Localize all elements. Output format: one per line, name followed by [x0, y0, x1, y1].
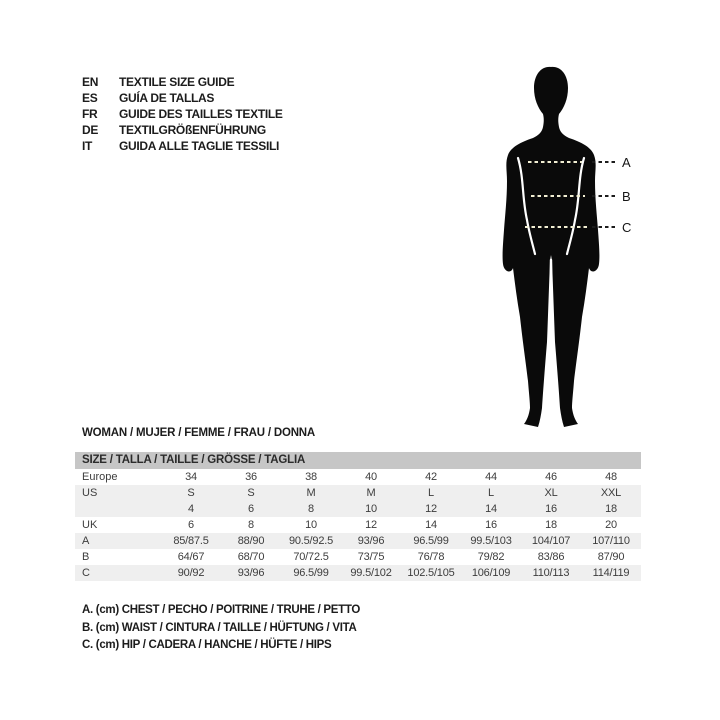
- size-value: 88/90: [237, 535, 265, 547]
- category-line: WOMAN / MUJER / FEMME / FRAU / DONNA: [82, 427, 316, 439]
- note-waist: B. (cm) WAIST / CINTURA / TAILLE / HÜFTUNG / VITA: [82, 621, 357, 634]
- size-value: 14: [425, 519, 437, 531]
- table-row: [75, 533, 641, 549]
- size-table-header: SIZE / TALLA / TAILLE / GRÖSSE / TAGLIA: [75, 452, 641, 469]
- size-value: 40: [365, 471, 377, 483]
- size-value: 18: [605, 503, 617, 515]
- size-table-body: [75, 469, 641, 581]
- size-value: 104/107: [531, 535, 571, 547]
- row-label: US: [82, 487, 98, 499]
- language-code: IT: [82, 139, 93, 153]
- size-value: 14: [485, 503, 497, 515]
- language-code: ES: [82, 91, 98, 105]
- size-value: 46: [545, 471, 557, 483]
- size-value: 83/86: [537, 551, 565, 563]
- size-value: S: [247, 487, 255, 499]
- size-value: M: [306, 487, 316, 499]
- size-value: L: [488, 487, 494, 499]
- size-value: 48: [605, 471, 617, 483]
- table-row: [75, 549, 641, 565]
- size-value: 87/90: [597, 551, 625, 563]
- measure-label-chest: A: [622, 155, 631, 170]
- size-value: 96.5/99: [413, 535, 449, 547]
- size-value: 106/109: [471, 567, 511, 579]
- size-value: 10: [365, 503, 377, 515]
- measure-label-waist: B: [622, 189, 631, 204]
- size-value: 90/92: [177, 567, 205, 579]
- language-code: FR: [82, 107, 98, 121]
- size-value: 93/96: [357, 535, 385, 547]
- row-label: B: [82, 551, 90, 563]
- size-value: 8: [248, 519, 254, 531]
- size-value: 18: [545, 519, 557, 531]
- size-value: 16: [545, 503, 557, 515]
- size-table: [75, 452, 641, 581]
- size-value: XXL: [600, 487, 622, 499]
- size-value: 10: [305, 519, 317, 531]
- table-row: [75, 565, 641, 581]
- measurement-notes: [82, 602, 360, 655]
- size-value: 107/110: [592, 535, 630, 547]
- size-value: 6: [188, 519, 194, 531]
- size-value: L: [428, 487, 434, 499]
- size-value: 6: [248, 503, 254, 515]
- language-title: TEXTILGRÖßENFÜHRUNG: [119, 123, 266, 137]
- row-label: A: [82, 535, 90, 547]
- feet-gap: [547, 388, 555, 424]
- table-row: [75, 485, 641, 501]
- note-chest: A. (cm) CHEST / PECHO / POITRINE / TRUHE / PETTO: [82, 604, 361, 616]
- size-value: 8: [308, 503, 314, 515]
- woman-silhouette-figure: [498, 58, 638, 433]
- row-label: Europe: [82, 471, 118, 483]
- language-list: [82, 74, 283, 154]
- language-row: [82, 138, 283, 154]
- language-code: EN: [82, 75, 99, 89]
- language-code: DE: [82, 123, 99, 137]
- language-row: [82, 74, 283, 90]
- row-label: UK: [82, 519, 98, 531]
- size-value: 16: [485, 519, 497, 531]
- size-value: 73/75: [357, 551, 385, 563]
- size-value: 68/70: [237, 551, 265, 563]
- row-label: C: [82, 567, 90, 579]
- size-value: 93/96: [237, 567, 265, 579]
- size-value: 90.5/92.5: [288, 535, 334, 547]
- size-value: 99.5/103: [470, 535, 512, 547]
- language-title: TEXTILE SIZE GUIDE: [119, 75, 235, 89]
- size-value: 76/78: [417, 551, 445, 563]
- language-title: GUÍA DE TALLAS: [119, 91, 215, 105]
- size-value: 38: [305, 471, 317, 483]
- size-value: 44: [485, 471, 497, 483]
- size-value: 85/87.5: [173, 535, 209, 547]
- size-value: 102.5/105: [407, 567, 455, 579]
- language-title: GUIDA ALLE TAGLIE TESSILI: [119, 139, 280, 153]
- size-value: 79/82: [477, 551, 505, 563]
- size-value: S: [187, 487, 195, 499]
- size-value: 110/113: [532, 567, 570, 579]
- language-title: GUIDE DES TAILLES TEXTILE: [119, 107, 283, 121]
- note-hip: C. (cm) HIP / CADERA / HANCHE / HÜFTE / HIPS: [82, 639, 332, 651]
- size-value: M: [366, 487, 376, 499]
- size-value: 36: [245, 471, 257, 483]
- size-value: 4: [188, 503, 194, 515]
- size-value: 12: [425, 503, 437, 515]
- size-value: 70/72.5: [293, 551, 329, 563]
- measure-label-hip: C: [622, 220, 632, 235]
- row-label: [75, 501, 161, 517]
- table-row: [75, 469, 641, 485]
- language-row: [82, 122, 283, 138]
- size-value: 20: [605, 519, 617, 531]
- table-row: [75, 517, 641, 533]
- language-row: [82, 106, 283, 122]
- size-value: 34: [185, 471, 197, 483]
- size-value: XL: [544, 487, 558, 499]
- size-value: 64/67: [177, 551, 205, 563]
- size-value: 96.5/99: [293, 567, 329, 579]
- language-row: [82, 90, 283, 106]
- size-value: 114/119: [592, 567, 630, 579]
- size-value: 99.5/102: [350, 567, 392, 579]
- size-value: 42: [425, 471, 437, 483]
- table-row: [75, 501, 641, 517]
- size-value: 12: [365, 519, 377, 531]
